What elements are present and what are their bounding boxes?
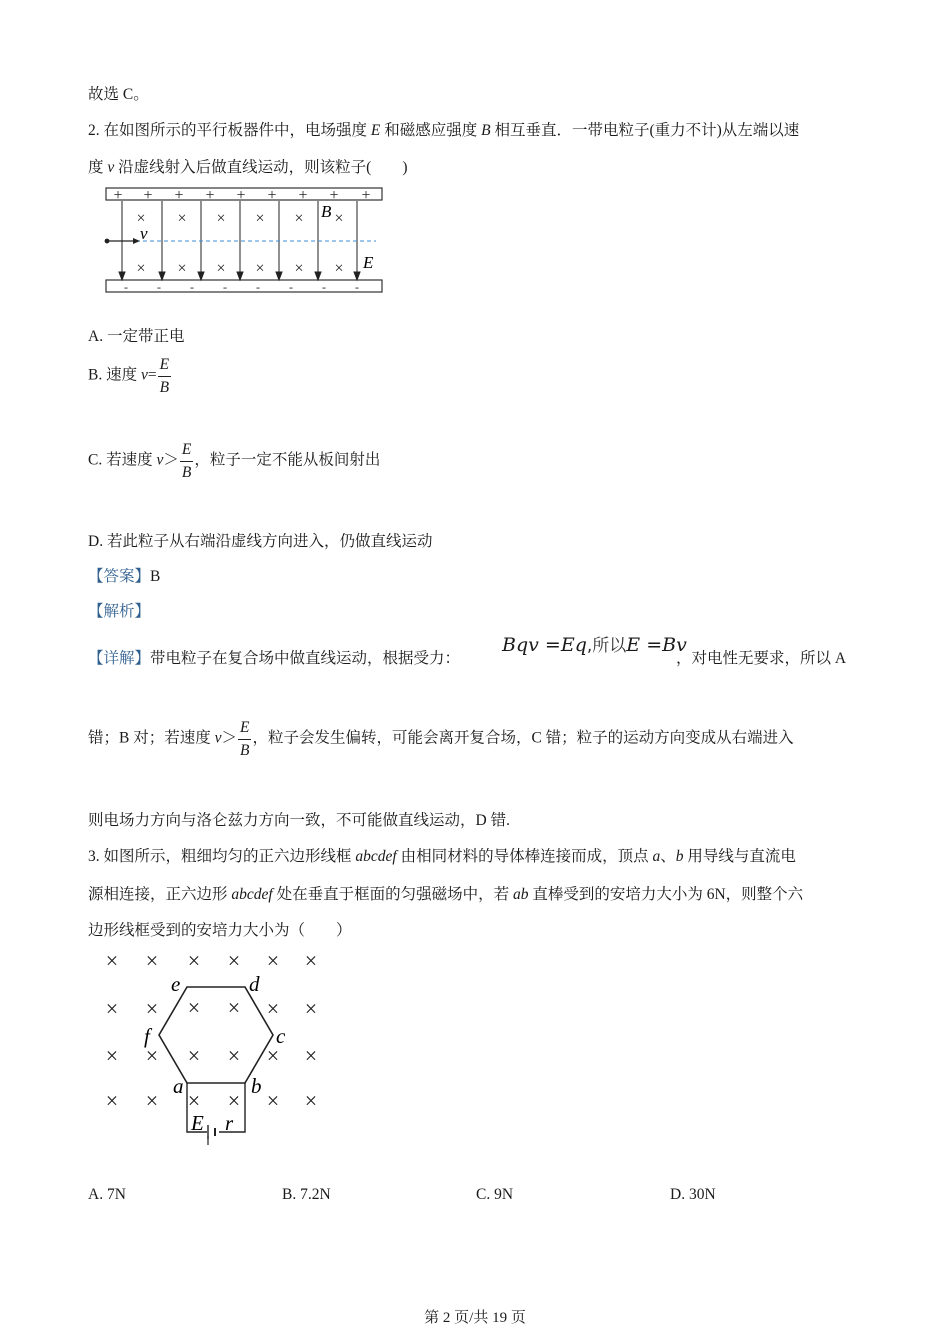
cross-mark: ×: [304, 948, 318, 973]
minus-sign: -: [289, 280, 293, 294]
analysis-tag: 【解析】: [88, 603, 151, 620]
minus-sign: -: [256, 280, 260, 294]
q3-option-b: B. 7.2N: [282, 1186, 331, 1203]
label-r: r: [225, 1111, 234, 1135]
q3-l1-abcdef: abcdef: [355, 848, 397, 865]
prev-answer-line: 故选 C。: [88, 86, 149, 103]
cross-mark: ×: [105, 996, 119, 1021]
q3-l2-c: 直棒受到的安培力大小为 6N，则整个六: [528, 886, 804, 903]
q2-detail-line-1: [88, 646, 460, 668]
plus-sign: +: [113, 187, 123, 204]
q2-answer: [88, 564, 160, 586]
plus-sign: +: [174, 187, 184, 204]
eq-part: =: [640, 634, 663, 656]
eq-part: =: [538, 634, 561, 656]
q2-l1-B: B: [481, 122, 491, 139]
q3-l1-d: 用导线与直流电: [683, 848, 796, 865]
detail-l2gt: ＞: [221, 729, 237, 747]
detail-l2a: 错；B 对；若速度: [88, 729, 215, 747]
q2-optb-prefix: B. 速度: [88, 366, 141, 384]
field-arrowhead: [119, 272, 125, 280]
equation-Bqv-Eq: [502, 631, 687, 656]
q2-stem-line-1: [88, 118, 799, 140]
eq-part: ,所以: [586, 636, 627, 656]
minus-sign: -: [190, 280, 194, 294]
field-arrowhead: [159, 272, 165, 280]
cross-mark: ×: [294, 210, 304, 227]
cross-mark: ×: [136, 210, 146, 227]
battery-gap: [207, 1128, 219, 1136]
cross-mark: ×: [334, 260, 344, 277]
q2-option-a: A. 一定带正电: [88, 328, 185, 345]
field-arrowhead: [315, 272, 321, 280]
q3-l1-a: 3. 如图所示，粗细均匀的正六边形线框: [88, 848, 356, 865]
q2-optb-eq: =: [147, 366, 157, 384]
frac-den: B: [240, 741, 250, 759]
vertex-c: c: [276, 1024, 286, 1048]
q2-l1-a: 2. 在如图所示的平行板器件中，电场强度: [88, 122, 371, 139]
answer-value: B: [150, 568, 161, 585]
q2-option-b: [88, 357, 172, 395]
label-B: B: [321, 202, 332, 221]
q2-l2-a: 度: [88, 159, 108, 176]
minus-sign: -: [355, 280, 359, 294]
eq-part: E: [626, 634, 641, 656]
minus-sign: -: [157, 280, 161, 294]
cross-mark: ×: [294, 260, 304, 277]
cross-mark: ×: [334, 210, 344, 227]
q2-l1-b: 和磁感应强度: [380, 122, 482, 139]
q2-option-d: D. 若此粒子从右端沿虚线方向进入，仍做直线运动: [88, 533, 433, 550]
detail-tag: 【详解】: [88, 650, 151, 667]
detail-l2v: v: [214, 729, 222, 747]
cross-mark: ×: [266, 1043, 280, 1068]
detail-l2b: ，粒子会发生偏转，可能会离开复合场，C 错；粒子的运动方向变成从右端进入: [252, 729, 794, 747]
q2-optb-v: v: [140, 366, 148, 384]
cross-mark: ×: [145, 1088, 159, 1113]
q3-stem-line-2: [88, 882, 803, 904]
q2-optc-gt: ＞: [163, 451, 179, 469]
velocity-arrowhead: [133, 238, 140, 244]
q2-l2-v: v: [107, 159, 115, 176]
field-arrowhead: [354, 272, 360, 280]
frac-den: B: [181, 463, 192, 481]
frac-num: E: [158, 357, 171, 377]
cross-mark: ×: [145, 996, 159, 1021]
answer-tag: 【答案】: [88, 568, 151, 585]
cross-mark: ×: [187, 1043, 201, 1068]
cross-mark: ×: [255, 260, 265, 277]
fraction-E-over-B: [180, 442, 193, 480]
field-arrowhead: [237, 272, 243, 280]
cross-mark: ×: [304, 996, 318, 1021]
plus-sign: +: [329, 187, 339, 204]
cross-mark: ×: [177, 210, 187, 227]
minus-sign: -: [322, 280, 326, 294]
cross-mark: ×: [255, 210, 265, 227]
detail-t1: 带电粒子在复合场中做直线运动，根据受力：: [150, 650, 461, 667]
fraction-E-over-B: [158, 357, 171, 395]
cross-mark: ×: [187, 1088, 201, 1113]
label-v: v: [140, 224, 148, 243]
plus-sign: +: [298, 187, 308, 204]
q3-stem-line-1: [88, 844, 796, 866]
cross-mark: ×: [266, 996, 280, 1021]
q2-detail-line-1-tail: ，对电性无要求，所以 A: [676, 650, 847, 667]
plus-sign: +: [361, 187, 371, 204]
vertex-e: e: [171, 972, 181, 996]
q3-l2-b: 处在垂直于框面的匀强磁场中，若: [272, 886, 513, 903]
vertex-f: f: [144, 1024, 150, 1048]
cross-mark: ×: [216, 260, 226, 277]
q2-detail-line-3: 则电场力方向与洛仑兹力方向一致，不可能做直线运动，D 错.: [88, 812, 510, 829]
minus-sign: -: [124, 280, 128, 294]
particle-dot: [105, 239, 110, 244]
cross-mark: ×: [227, 948, 241, 973]
q2-stem-line-2: [88, 155, 407, 177]
q2-optc-suffix: ，粒子一定不能从板间射出: [194, 451, 381, 469]
plus-sign: +: [205, 187, 215, 204]
q3-l1-pb: b: [675, 848, 684, 865]
cross-mark: ×: [105, 948, 119, 973]
frac-num: E: [238, 720, 251, 740]
cross-mark: ×: [216, 210, 226, 227]
label-E: E: [191, 1111, 204, 1135]
q3-l1-b: 由相同材料的导体棒连接而成，顶点: [396, 848, 653, 865]
bottom-plate: [106, 280, 382, 292]
plus-sign: +: [236, 187, 246, 204]
q3-l1-pa: a: [652, 848, 661, 865]
cross-mark: ×: [266, 948, 280, 973]
q2-detail-line-2: [88, 720, 794, 758]
cross-mark: ×: [105, 1043, 119, 1068]
q2-l1-E: E: [370, 122, 381, 139]
cross-mark: ×: [187, 995, 201, 1020]
q2-optc-prefix: C. 若速度: [88, 451, 157, 469]
q2-analysis-tag: [88, 599, 150, 621]
vertex-a: a: [173, 1074, 184, 1098]
cross-mark: ×: [304, 1043, 318, 1068]
field-arrowhead: [198, 272, 204, 280]
q3-l2-ab: ab: [512, 886, 529, 903]
field-arrowhead: [276, 272, 282, 280]
hexagon-frame: [159, 987, 273, 1083]
cross-mark: ×: [227, 1043, 241, 1068]
eq-part: Bqv: [502, 634, 539, 656]
eq-part: Bv: [662, 634, 687, 656]
page-footer: 第 2 页/共 19 页: [424, 1310, 526, 1326]
q2-option-c: [88, 442, 380, 480]
cross-mark: ×: [136, 260, 146, 277]
label-E: E: [363, 253, 374, 272]
q3-l2-abcdef: abcdef: [231, 886, 273, 903]
vertex-d: d: [249, 972, 260, 996]
eq-part: Eq: [560, 634, 587, 656]
cross-mark: ×: [145, 1043, 159, 1068]
q2-optc-v: v: [156, 451, 164, 469]
cross-mark: ×: [266, 1088, 280, 1113]
frac-num: E: [180, 442, 193, 462]
cross-mark: ×: [227, 995, 241, 1020]
frac-den: B: [159, 378, 170, 396]
q3-option-d: D. 30N: [670, 1186, 716, 1203]
cross-mark: ×: [304, 1088, 318, 1113]
cross-mark: ×: [227, 1088, 241, 1113]
q3-l1-c: 、: [660, 848, 676, 865]
minus-sign: -: [223, 280, 227, 294]
q3-figure-hexagon: [95, 945, 335, 1150]
cross-mark: ×: [105, 1088, 119, 1113]
cross-mark: ×: [177, 260, 187, 277]
q2-l1-c: 相互垂直．一带电粒子(重力不计)从左端以速: [490, 122, 800, 139]
cross-mark: ×: [187, 948, 201, 973]
q2-l2-b: 沿虚线射入后做直线运动，则该粒子( ): [114, 159, 408, 176]
vertex-b: b: [251, 1074, 262, 1098]
fraction-E-over-B: [238, 720, 251, 758]
plus-sign: +: [267, 187, 277, 204]
plus-sign: +: [143, 187, 153, 204]
q3-stem-line-3: 边形线框受到的安培力大小为（ ）: [88, 922, 352, 939]
q3-option-a: A. 7N: [88, 1186, 126, 1203]
q3-l2-a: 源相连接，正六边形: [88, 886, 232, 903]
cross-mark: ×: [145, 948, 159, 973]
q3-option-c: C. 9N: [476, 1186, 514, 1203]
q2-figure-parallel-plates: [100, 184, 390, 298]
